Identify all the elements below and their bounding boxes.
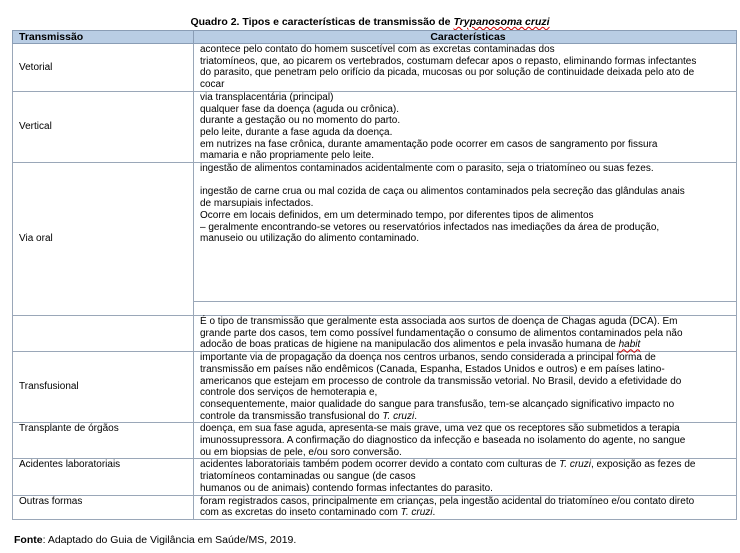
row-label-vetorial: Vetorial: [13, 44, 194, 92]
text-line: doença, em sua fase aguda, apresenta-se mais grave, uma vez que os receptores são submetidos a terapia: [200, 423, 680, 435]
text-fragment: .: [432, 507, 436, 519]
row-text-oral-note: [194, 316, 737, 352]
row-text-vertical: [194, 91, 737, 162]
text-line: acontece pelo contato do homem suscetível com as excretas contaminadas dos: [200, 44, 555, 55]
header-transmissao: Transmissão: [13, 31, 194, 44]
table-row: [13, 459, 737, 495]
table-caption: [0, 15, 740, 29]
text-line: manuseio ou utilização do alimento contaminado.: [200, 233, 420, 245]
row-label-acidentes: Acidentes laboratoriais: [13, 459, 194, 495]
row-label-vertical: Vertical: [13, 91, 194, 162]
table-header-row: [13, 31, 737, 44]
text-line: Ocorre em locais definidos, em um determinado tempo, por diferentes tipos de alimentos: [200, 209, 594, 221]
text-line: ingestão de carne crua ou mal cozida de caça ou alimentos contaminados pela secreção das glândulas anais: [200, 186, 685, 198]
text-line: [200, 339, 732, 351]
row-label-oral: Via oral: [13, 163, 194, 316]
row-label-transfusional: Transfusional: [13, 352, 194, 423]
row-text-transfusional: [194, 352, 737, 423]
text-line: cocar: [200, 79, 225, 91]
text-line: importante via de propagação da doença nos centros urbanos, sendo considerada a principal forma de: [200, 352, 656, 364]
table-row: [13, 91, 737, 162]
species-name: T. cruzi: [400, 507, 433, 519]
table-row: [13, 44, 737, 92]
table-row: [13, 163, 737, 316]
row-text-oral: [194, 163, 737, 316]
text-fragment: acidentes laboratoriais também podem ocorrer devido a contato com culturas de: [200, 459, 560, 471]
text-line: qualquer fase da doença (aguda ou crônica).: [200, 103, 400, 115]
text-line: do parasito, que penetram pelo orifício da picada, mucosas ou por solução de continuidade deixada pelo ato de: [200, 67, 695, 79]
caption-species: Trypanosoma cruzi: [453, 16, 550, 28]
text-line: É o tipo de transmissão que geralmente esta associada aos surtos de doença de Chagas aguda (DCA). Em: [200, 316, 678, 328]
source-label: Fonte: [14, 534, 43, 546]
blank-line: [200, 175, 732, 187]
text-line: consequentemente, maior qualidade do sangue para transfusão, tem-se alcançado significativo impacto no: [200, 398, 675, 410]
text-line: humanos ou de animais) contendo formas infectantes do parasito.: [200, 482, 493, 494]
row-text-outras: [194, 495, 737, 519]
text-line: imunossupressora. A confirmação do diagnostico da infecção e baseada no isolamento do agente, no sangue: [200, 435, 686, 447]
text-line: triatomíneos, que, ao picarem os vertebrados, costumam defecar apos o repasto, eliminando formas infectantes: [200, 55, 697, 67]
text-fragment: , exposição as fezes de: [590, 459, 696, 471]
text-line: via transplacentária (principal): [200, 91, 334, 103]
subcell-divider: [194, 301, 736, 314]
text-line: de marsupiais infectados.: [200, 198, 314, 210]
text-line: durante a gestação ou no momento do parto.: [200, 115, 401, 127]
text-fragment: controle da transmissão transfusional do: [200, 410, 383, 422]
table-row: [13, 316, 737, 352]
transmission-table: [12, 30, 737, 520]
text-line: [200, 507, 732, 519]
text-line: controle dos serviços de hemoterapia e,: [200, 387, 378, 399]
header-caracteristicas: Características: [194, 31, 737, 44]
table-row: [13, 495, 737, 519]
text-line: transmissão em países não endêmicos (Canada, Espanha, Estados Unidos e outros) e em países latino-: [200, 363, 665, 375]
source-note: [14, 534, 296, 547]
text-fragment-habit: habit: [618, 339, 641, 351]
text-line: pelo leite, durante a fase aguda da doença.: [200, 126, 393, 138]
row-label-transplante: Transplante de órgãos: [13, 423, 194, 459]
table-row: [13, 423, 737, 459]
row-label-empty: [13, 316, 194, 352]
text-line: americanos que estejam em processo de controle da transmissão vetorial. No Brasil, devido a efetividade do: [200, 375, 682, 387]
row-text-transplante: [194, 423, 737, 459]
row-label-outras: Outras formas: [13, 495, 194, 519]
text-line: em nutrizes na fase crônica, durante amamentação pode ocorrer em casos de sangramento por fissura: [200, 138, 658, 150]
text-line: grande parte dos casos, tem como possível fundamentação o consumo de alimentos contaminados pela não: [200, 327, 683, 339]
spacer: [200, 245, 732, 301]
text-line: mamaria e não propriamente pelo leite.: [200, 150, 374, 162]
table-row: [13, 352, 737, 423]
text-line: [200, 411, 732, 423]
source-text: : Adaptado do Guia de Vigilância em Saúde/MS, 2019.: [42, 534, 297, 546]
species-name: T. cruzi: [382, 410, 415, 422]
text-line: ou em biopsias de pele, e/ou soro conversão.: [200, 446, 402, 458]
text-line: ingestão de alimentos contaminados acidentalmente com o parasito, seja o triatomíneo ou suas fezes.: [200, 163, 654, 175]
row-text-acidentes: [194, 459, 737, 495]
text-fragment: .: [414, 410, 417, 422]
caption-text: Quadro 2. Tipos e características de transmissão de: [190, 16, 454, 28]
row-text-vetorial: [194, 44, 737, 92]
text-line: – geralmente encontrando-se vetores ou reservatórios infectados nas imediações da área de produção,: [200, 221, 660, 233]
text-line: foram registrados casos, principalmente em crianças, pela ingestão acidental do triatomíneo e/ou contato direto: [200, 495, 695, 507]
text-fragment: adocão de boas praticas de higiene na manipulacão dos alimentos e pela invasão humana de: [200, 339, 619, 351]
text-line: triatomíneos contaminadas ou sangue (de casos: [200, 471, 416, 483]
text-line: [200, 459, 732, 471]
species-name: T. cruzi: [559, 459, 591, 471]
text-fragment: com as excretas do inseto contaminado com: [200, 507, 401, 519]
